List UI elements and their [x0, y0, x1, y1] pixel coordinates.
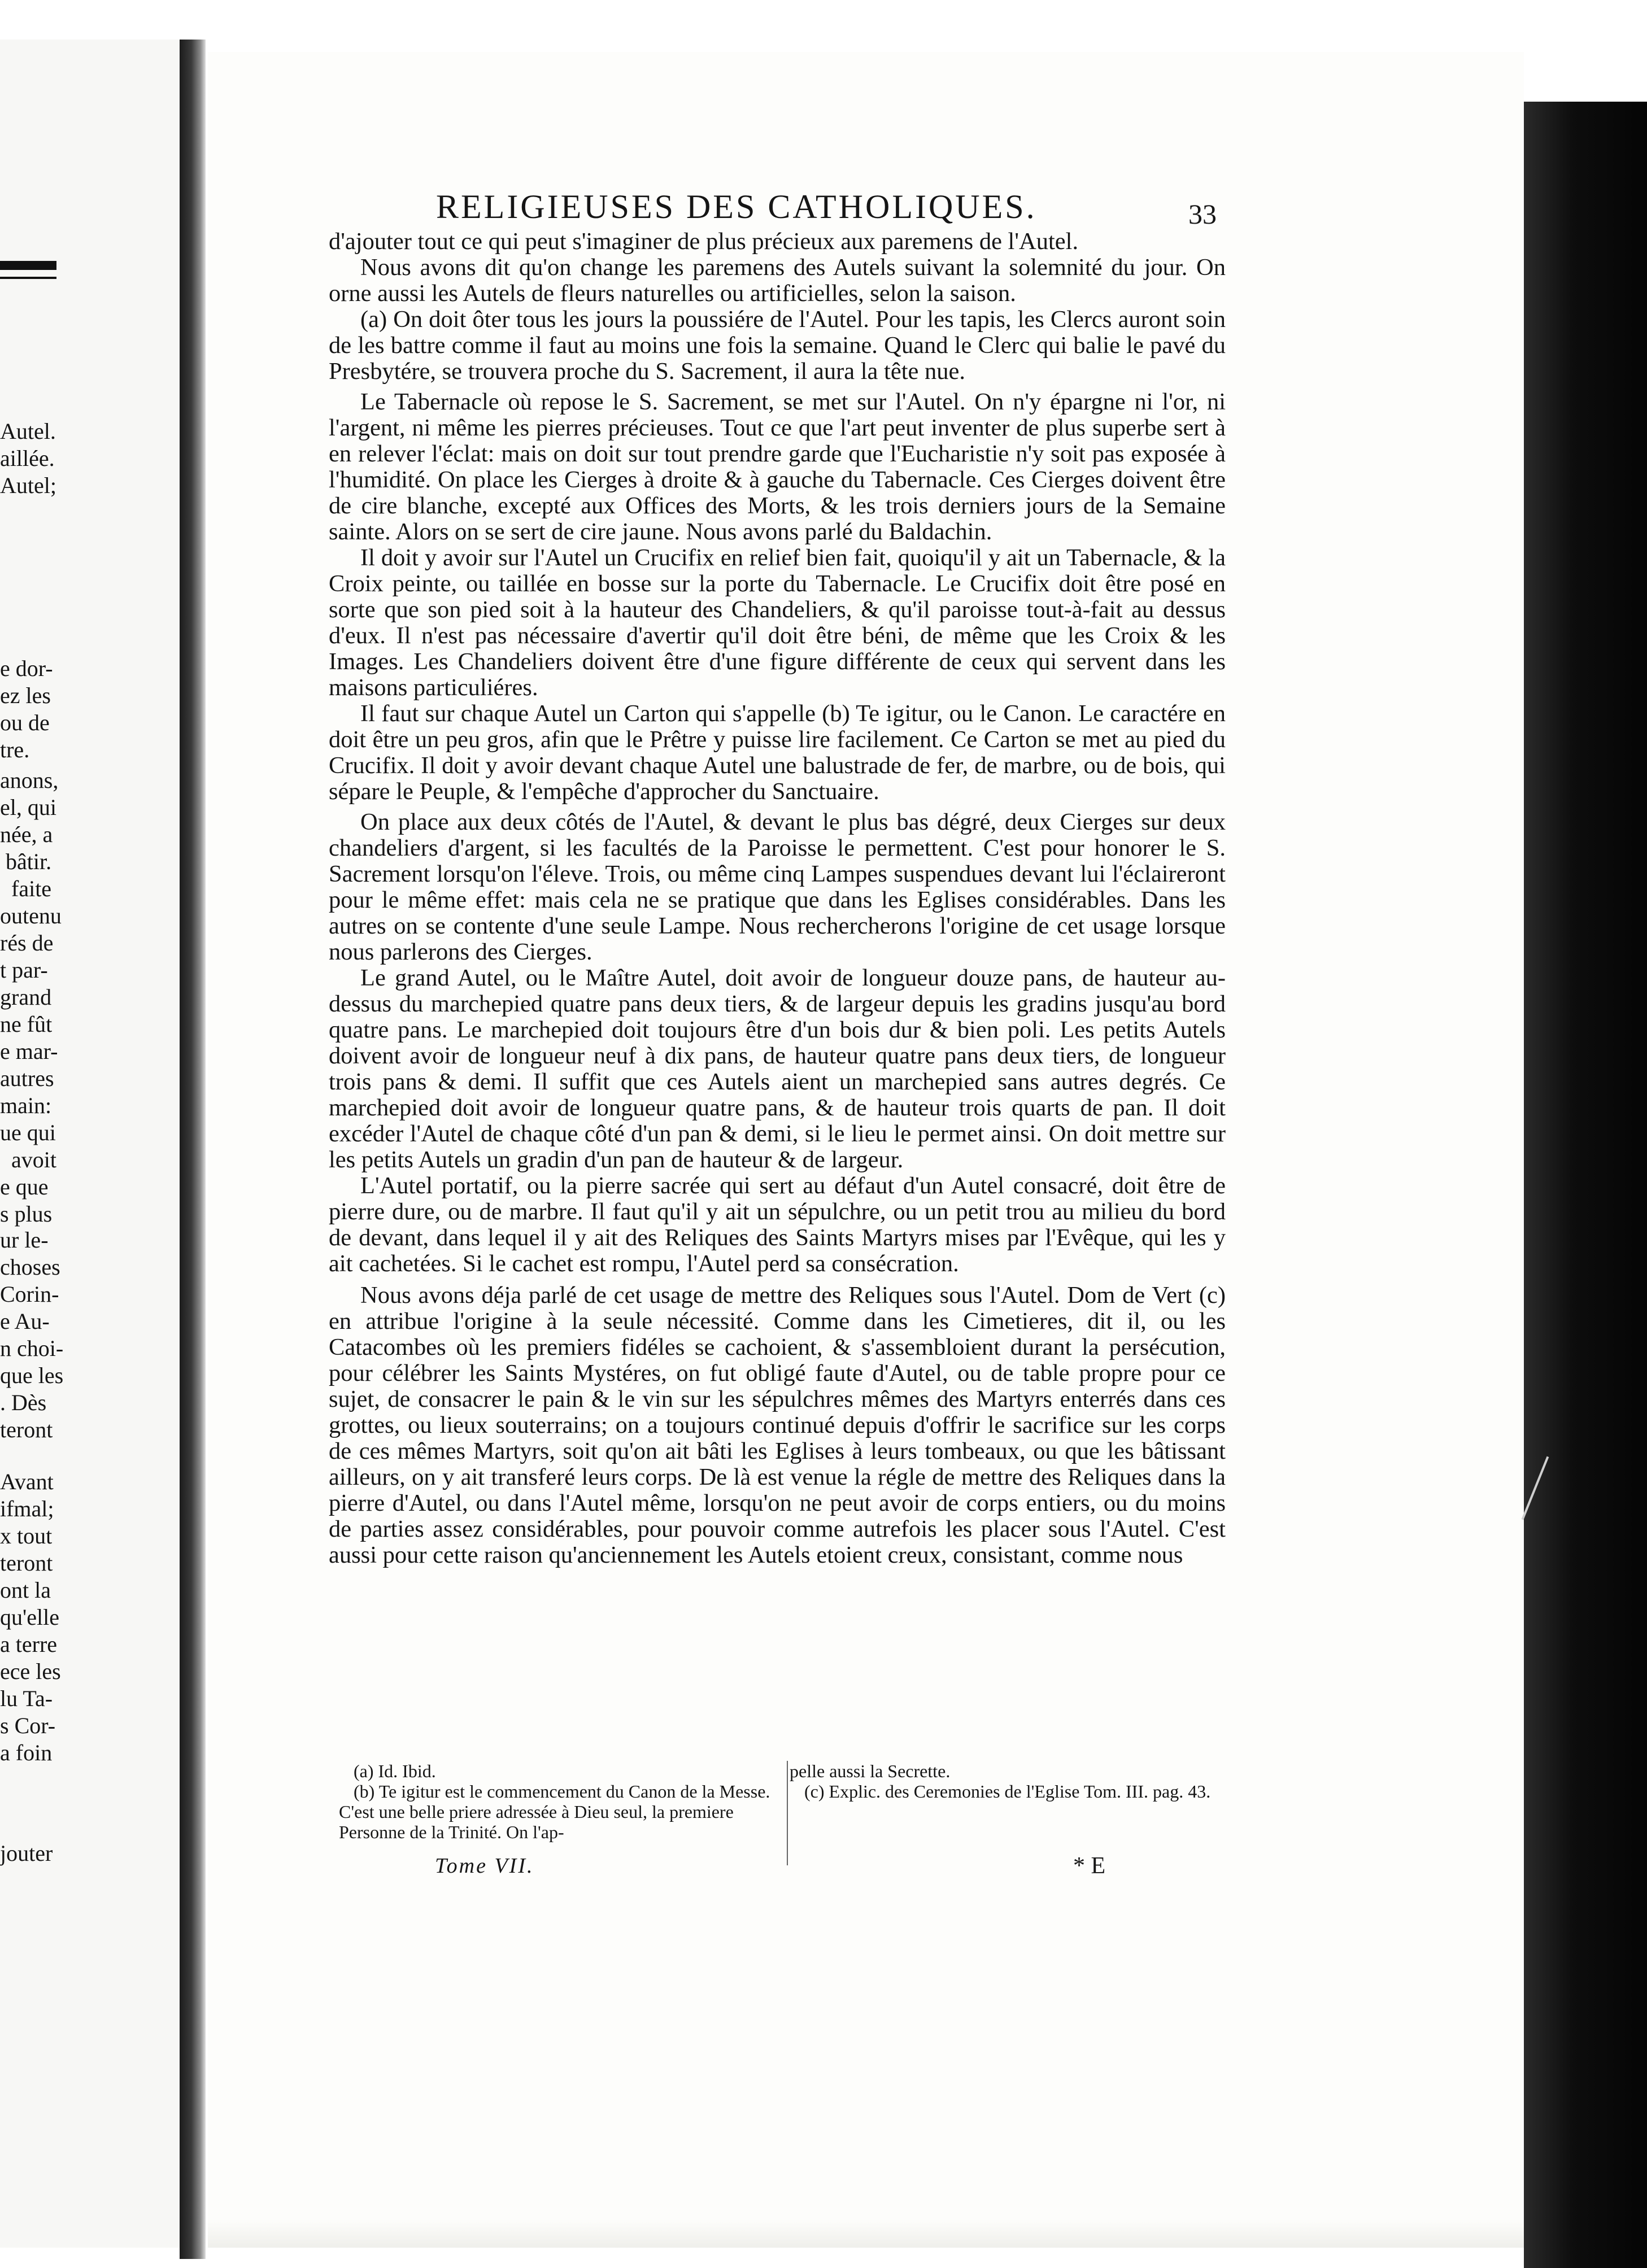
- facing-page-line: faite: [0, 876, 52, 901]
- footnote-a: (a) Id. Ibid.: [354, 1761, 436, 1781]
- facing-page-line: outenu: [0, 903, 62, 928]
- facing-page-line: tre.: [0, 737, 30, 762]
- facing-page-line: ifmal;: [0, 1496, 54, 1521]
- footnote-b: (b) Te igitur est le commencement du Canon de la Messe. C'est une belle priere adressée à Dieu seul, la premiere Personne de la Trinité. On l'ap-: [339, 1781, 770, 1842]
- ornament-rule: [0, 261, 56, 270]
- facing-page-line: qu'elle: [0, 1604, 59, 1630]
- facing-page-line: . Dès: [0, 1390, 47, 1415]
- facing-page-line: choses: [0, 1254, 60, 1280]
- facing-page-block: [0, 767, 169, 1228]
- facing-page-line: e Au-: [0, 1309, 50, 1334]
- ornament-rule-thin: [0, 277, 56, 279]
- facing-page-line: née, a: [0, 822, 53, 847]
- facing-page-block: [0, 1840, 169, 1867]
- paragraph: Il faut sur chaque Autel un Carton qui s'appelle (b) Te igitur, ou le Canon. Le caractére en doit être un peu gros, afin que le Prêtre y puisse lire facilement. Ce Carton se met au pied du Crucifix. Il doit y avoir devant chaque Autel une balustrade de fer, de marbre, ou de bois, qui sépare le Peuple, & l'empêche d'approcher du Sanctuaire.: [329, 700, 1226, 805]
- facing-page-line: bâtir.: [0, 849, 52, 874]
- facing-page-line: ur le-: [0, 1227, 49, 1253]
- facing-page-line: e dor-: [0, 656, 53, 681]
- facing-page-line: grand: [0, 984, 52, 1010]
- book-right-edge: [1524, 102, 1647, 2268]
- paragraph: Il doit y avoir sur l'Autel un Crucifix en relief bien fait, quoiqu'il y ait un Tabernacle, & la Croix peinte, ou taillée en bosse sur la porte du Tabernacle. Le Crucifix doit être posé en sorte que son pied soit à la hauteur des Chandeliers, & qu'il paroisse tout-à-fait au dessus d'eux. Il n'est pas nécessaire d'avertir qu'il doit être béni, de même que les Croix & les Images. Les Chandeliers doivent être d'une figure différente de ceux qui servent dans les maisons particuliéres.: [329, 544, 1226, 701]
- facing-page-line: Avant: [0, 1469, 54, 1494]
- facing-page-line: teront: [0, 1550, 53, 1576]
- paragraph: Nous avons déja parlé de cet usage de mettre des Reliques sous l'Autel. Dom de Vert (c) en attribue l'origine à la seule nécessité. Comme dans les Cimetieres, dit il, ou les Catacombes où les premiers fidéles se cachoient, & s'assembloient durant la persécution, pour célébrer les Saints Mystéres, on fut obligé faute d'Autel, ou de table propre pour ce sujet, de consacrer le pain & le vin sur les sépulchres mêmes des Martyrs enterrés dans ces grottes, ou lieux souterrains; on a toujours continué depuis d'offrir le sacrifice sur les corps de ces mêmes Martyrs, soit qu'on ait bâti les Eglises à leurs tombeaux, ou que les bâtissant ailleurs, on y ait transferé leurs corps. De là est venue la régle de mettre des Reliques dans la pierre d'Autel, ou dans l'Autel même, lorsqu'on ne peut avoir de corps entiers, ou du moins de parties assez considérables, pour pouvoir comme autrefois les placer sous l'Autel. C'est aussi pour cette raison qu'anciennement les Autels etoient creux, consistant, comme nous: [329, 1282, 1226, 1568]
- facing-page-line: a terre: [0, 1632, 58, 1657]
- paragraph: Le Tabernacle où repose le S. Sacrement, se met sur l'Autel. On n'y épargne ni l'or, ni l'argent, ni même les pierres précieuses. Tout ce que l'art peut inventer de plus superbe sert à en relever l'éclat: mais on doit sur tout prendre garde que l'Eucharistie n'y soit pas exposée à l'humidité. On place les Cierges à droite & à gauche du Tabernacle. Ces Cierges doivent être de cire blanche, excepté aux Offices des Morts, & les trois derniers jours de la Semaine sainte. Alors on se sert de cire jaune. Nous avons parlé du Baldachin.: [329, 389, 1226, 545]
- paragraph: d'ajouter tout ce qui peut s'imaginer de plus précieux aux paremens de l'Autel.: [329, 228, 1079, 255]
- facing-page-line: avoit: [0, 1147, 56, 1172]
- facing-page-line: teront: [0, 1417, 53, 1442]
- page-number: 33: [1188, 198, 1217, 230]
- facing-page-line: e mar-: [0, 1039, 58, 1064]
- facing-page-line: ont la: [0, 1577, 51, 1603]
- facing-page-line: Corin-: [0, 1281, 59, 1307]
- facing-page-line: autres: [0, 1066, 54, 1091]
- facing-page-line: ou de: [0, 710, 50, 735]
- volume-mark: Tome VII.: [435, 1854, 534, 1878]
- facing-page-line: main:: [0, 1093, 52, 1118]
- facing-page-line: aillée.: [0, 446, 55, 471]
- facing-page-line: s plus: [0, 1201, 53, 1227]
- facing-page-fragment: [0, 40, 181, 2248]
- facing-page-line: s Cor-: [0, 1713, 56, 1738]
- paragraph: On place aux deux côtés de l'Autel, & devant le plus bas dégré, deux Cierges sur deux chandeliers d'argent, si les facultés de la Paroisse le permettent. C'est pour honorer le S. Sacrement lorsqu'on l'éleve. Trois, ou même cinq Lampes suspendues devant lui l'éclaireront pour le même effet: mais cela ne se pratique que dans les Eglises considérables. Dans les autres on se contente d'une seule Lampe. Nous rechercherons l'origine de cet usage lorsque nous parlerons des Cierges.: [329, 809, 1226, 965]
- right-edge-top: [1524, 0, 1647, 102]
- facing-page-block: [0, 655, 169, 764]
- paragraph: Nous avons dit qu'on change les paremens des Autels suivant la solemnité du jour. On orne aussi les Autels de fleurs naturelles ou artificielles, selon la saison.: [329, 254, 1226, 307]
- facing-page-line: ez les: [0, 683, 51, 708]
- facing-page-line: el, qui: [0, 795, 56, 820]
- facing-page-line: ece les: [0, 1659, 61, 1684]
- facing-page-line: anons,: [0, 767, 59, 793]
- facing-page-line: ue qui: [0, 1120, 56, 1145]
- facing-page-line: lu Ta-: [0, 1686, 53, 1711]
- facing-page-block: [0, 1468, 169, 1767]
- facing-page-line: Autel;: [0, 473, 56, 498]
- facing-page-block: [0, 1227, 169, 1443]
- book-gutter: [180, 40, 206, 2259]
- page-bottom-edge: [208, 2219, 1524, 2248]
- facing-page-line: que les: [0, 1363, 64, 1388]
- footnote-divider: [787, 1761, 788, 1865]
- facing-page-line: n choi-: [0, 1336, 64, 1361]
- facing-page-line: ne fût: [0, 1011, 53, 1037]
- paragraph: (a) On doit ôter tous les jours la poussiére de l'Autel. Pour les tapis, les Clercs auront soin de les battre comme il faut au moins une fois la semaine. Quand le Clerc qui balie le pavé du Presbytére, se trouvera proche du S. Sacrement, il aura la tête nue.: [329, 306, 1226, 385]
- facing-page-line: e que: [0, 1174, 49, 1200]
- facing-page-line: jouter: [0, 1840, 53, 1866]
- facing-page-line: a foin: [0, 1740, 53, 1765]
- facing-page-line: t par-: [0, 957, 48, 983]
- footnote-c: (c) Explic. des Ceremonies de l'Eglise Tom. III. pag. 43.: [804, 1781, 1211, 1802]
- paragraph: L'Autel portatif, ou la pierre sacrée qui sert au défaut d'un Autel consacré, doit être de pierre dure, ou de marbre. Il faut qu'il y ait un sépulchre, ou un petit trou au milieu du bord de devant, dans lequel il y ait des Reliques des Saints Martyrs mises par l'Evêque, qui les y ait cachetées. Si le cachet est rompu, l'Autel perd sa consécration.: [329, 1172, 1226, 1277]
- footnote-b-continued: pelle aussi la Secrette.: [790, 1761, 951, 1781]
- paragraph: Le grand Autel, ou le Maître Autel, doit avoir de longueur douze pans, de hauteur au-dessus du marchepied quatre pans deux tiers, & de largeur depuis les gradins jusqu'au bord quatre pans. Le marchepied doit toujours être d'un bois dur & bien poli. Les petits Autels doivent avoir de longueur neuf à dix pans, de hauteur quatre pans deux tiers, de longueur trois pans & demi. Il suffit que ces Autels aient un marchepied sans autres degrés. Ce marchepied doit avoir de longueur quatre pans, & de hauteur trois quarts de pan. Il doit excéder l'Autel de chaque côté d'un pan & demi, si le lieu le permet ainsi. On doit mettre sur les petits Autels un gradin d'un pan de hauteur & de largeur.: [329, 965, 1226, 1173]
- footnotes-left: [339, 1761, 785, 1842]
- signature-mark: * E: [1073, 1853, 1106, 1879]
- body-text: [329, 229, 1226, 1568]
- facing-page-line: x tout: [0, 1523, 53, 1549]
- facing-page-line: Autel.: [0, 418, 56, 444]
- facing-page-block: [0, 418, 169, 499]
- running-title: RELIGIEUSES DES CATHOLIQUES.: [436, 188, 1037, 225]
- facing-page-line: rés de: [0, 930, 54, 956]
- footnotes-right: [790, 1761, 1225, 1802]
